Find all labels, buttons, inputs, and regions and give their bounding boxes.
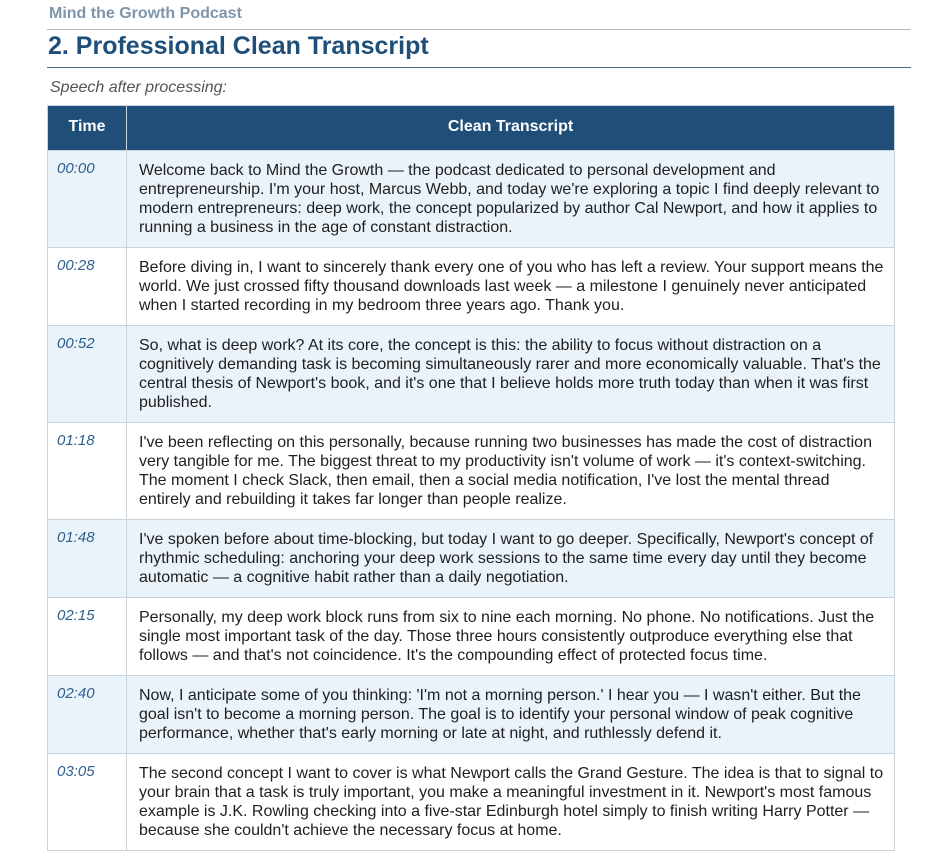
timestamp: 02:15 [48, 598, 127, 676]
timestamp: 00:52 [48, 326, 127, 423]
table-row [48, 676, 895, 754]
transcript-table-wrapper [47, 105, 894, 851]
transcript-text: Now, I anticipate some of you thinking: 'I'm not a morning person.' I hear you — I wasn't either. But the goal isn't to become a morning person. The goal is to identify your personal window of peak cognitive performance, whether that's early morning or late at night, and ruthlessly defend it. [127, 676, 895, 754]
transcript-text: The second concept I want to cover is what Newport calls the Grand Gesture. The idea is that to signal to your brain that a task is truly important, you make a meaningful investment in it. Newport's most famous example is J.K. Rowling checking into a five-star Edinburgh hotel simply to finish writing Harry Potter — because she couldn't achieve the necessary focus at home. [127, 754, 895, 851]
transcript-text: I've spoken before about time-blocking, but today I want to go deeper. Specifically, Newport's concept of rhythmic scheduling: anchoring your deep work sessions to the same time every day until they become automatic — a cognitive habit rather than a daily negotiation. [127, 520, 895, 598]
timestamp: 00:00 [48, 151, 127, 248]
timestamp: 01:48 [48, 520, 127, 598]
header-rule-bottom [47, 67, 911, 68]
table-row [48, 151, 895, 248]
subtitle: Speech after processing: [50, 79, 227, 96]
timestamp: 00:28 [48, 248, 127, 326]
column-header-time: Time [48, 106, 127, 151]
table-row [48, 520, 895, 598]
table-row [48, 423, 895, 520]
transcript-text: Before diving in, I want to sincerely thank every one of you who has left a review. Your support means the world. We just crossed fifty thousand downloads last week — a milestone I genuinely never anticipated when I started recording in my bedroom three years ago. Thank you. [127, 248, 895, 326]
podcast-name: Mind the Growth Podcast [49, 5, 242, 22]
timestamp: 01:18 [48, 423, 127, 520]
timestamp: 03:05 [48, 754, 127, 851]
section-title: 2. Professional Clean Transcript [48, 32, 429, 60]
transcript-table [47, 105, 895, 851]
table-row [48, 598, 895, 676]
timestamp: 02:40 [48, 676, 127, 754]
table-row [48, 248, 895, 326]
transcript-text: I've been reflecting on this personally, because running two businesses has made the cost of distraction very tangible for me. The biggest threat to my productivity isn't volume of work — it's context-switching. The moment I check Slack, then email, then a social media notification, I've lost the mental thread entirely and rebuilding it takes far longer than people realize. [127, 423, 895, 520]
table-row [48, 754, 895, 851]
table-row [48, 326, 895, 423]
table-header-row [48, 106, 895, 151]
column-header-transcript: Clean Transcript [127, 106, 895, 151]
transcript-text: So, what is deep work? At its core, the concept is this: the ability to focus without distraction on a cognitively demanding task is becoming simultaneously rarer and more economically valuable. That's the central thesis of Newport's book, and it's one that I believe holds more truth today than when it was first published. [127, 326, 895, 423]
header-rule-top [47, 29, 911, 30]
transcript-text: Personally, my deep work block runs from six to nine each morning. No phone. No notifications. Just the single most important task of the day. Those three hours consistently outproduce everything else that follows — and that's not coincidence. It's the compounding effect of protected focus time. [127, 598, 895, 676]
transcript-text: Welcome back to Mind the Growth — the podcast dedicated to personal development and entrepreneurship. I'm your host, Marcus Webb, and today we're exploring a topic I find deeply relevant to modern entrepreneurs: deep work, the concept popularized by author Cal Newport, and how it applies to running a business in the age of constant distraction. [127, 151, 895, 248]
